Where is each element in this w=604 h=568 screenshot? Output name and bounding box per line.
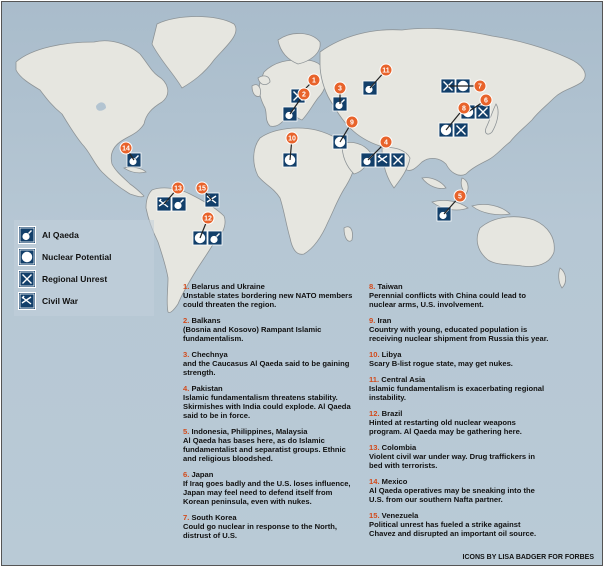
note-title-text: Balkans <box>189 316 221 325</box>
note-item <box>183 384 358 420</box>
note-item <box>369 375 549 402</box>
note-body: If Iraq goes badly and the U.S. loses influence, Japan may feel need to defend itself from Korean peninsula, even with nukes. <box>183 479 351 506</box>
note-number: 11. <box>369 375 380 384</box>
note-title-text: Chechnya <box>189 350 228 359</box>
note-title-text: Mexico <box>379 477 408 486</box>
legend <box>14 220 154 316</box>
legend-label: Civil War <box>42 296 79 306</box>
marker-number: 9 <box>350 119 354 127</box>
nuclear-icon <box>18 248 36 266</box>
note-item <box>369 316 549 343</box>
note-number: 15. <box>369 511 380 520</box>
note-number: 2. <box>183 316 190 325</box>
note-title-text: Indonesia, Philippines, Malaysia <box>189 427 308 436</box>
note-number: 4. <box>183 384 190 393</box>
regional-unrest-icon <box>18 270 36 288</box>
marker-number: 3 <box>338 85 342 93</box>
note-title-text: Colombia <box>379 443 417 452</box>
legend-label: Al Qaeda <box>42 230 79 240</box>
note-title-text: Iran <box>375 316 392 325</box>
note-number: 1. <box>183 282 190 291</box>
note-body: Political unrest has fueled a strike against Chavez and disrupted an important oil source. <box>369 520 537 538</box>
note-title <box>183 282 358 291</box>
legend-label: Regional Unrest <box>42 274 108 284</box>
note-item <box>369 443 549 470</box>
note-item <box>183 427 358 463</box>
note-title <box>183 470 358 479</box>
note-number: 9. <box>369 316 376 325</box>
note-body: and the Caucasus Al Qaeda said to be gaining strength. <box>183 359 350 377</box>
marker-number: 14 <box>122 145 130 153</box>
note-title <box>369 350 549 359</box>
note-title <box>183 350 358 359</box>
map-marker <box>120 142 141 167</box>
al-qaeda-icon <box>208 231 222 245</box>
note-number: 7. <box>183 513 190 522</box>
note-title <box>369 511 549 520</box>
note-item <box>369 511 549 538</box>
al-qaeda-icon <box>18 226 36 244</box>
marker-number: 4 <box>384 139 388 147</box>
map-frame <box>1 1 603 566</box>
marker-number: 10 <box>288 135 296 143</box>
note-number: 5. <box>183 427 190 436</box>
note-item <box>183 350 358 377</box>
credit-line: ICONS BY LISA BADGER FOR FORBES <box>462 554 594 561</box>
note-item <box>183 282 358 309</box>
note-item <box>369 350 549 368</box>
map-marker <box>441 79 486 93</box>
note-title-text: Central Asia <box>379 375 426 384</box>
note-title-text: Pakistan <box>189 384 223 393</box>
marker-number: 11 <box>382 67 390 75</box>
legend-item <box>18 246 150 268</box>
legend-label: Nuclear Potential <box>42 252 112 262</box>
note-item <box>183 513 358 540</box>
note-title-text: Taiwan <box>375 282 403 291</box>
marker-number: 12 <box>204 215 212 223</box>
note-title <box>369 282 549 291</box>
note-number: 13. <box>369 443 380 452</box>
legend-item <box>18 290 150 312</box>
marker-number: 8 <box>462 105 466 113</box>
civil-war-icon <box>18 292 36 310</box>
marker-number: 7 <box>478 83 482 91</box>
note-item <box>369 409 549 436</box>
note-number: 10. <box>369 350 380 359</box>
al-qaeda-icon <box>172 197 186 211</box>
note-body: Could go nuclear in response to the North, distrust of U.S. <box>183 522 337 540</box>
note-body: Al Qaeda has bases here, as do Islamic fundamentalist and separatist groups. Ethnic and religious bloodshed. <box>183 436 346 463</box>
australia-landmass <box>477 217 554 267</box>
note-title <box>369 316 549 325</box>
civil-war-icon <box>376 153 390 167</box>
note-body: Al Qaeda operatives may be sneaking into the U.S. from our southern Nafta partner. <box>369 486 535 504</box>
marker-number: 13 <box>174 185 182 193</box>
marker-number: 5 <box>458 193 462 201</box>
note-title <box>183 513 358 522</box>
note-body: (Bosnia and Kosovo) Rampant Islamic fundamentalism. <box>183 325 322 343</box>
note-title-text: Belarus and Ukraine <box>189 282 265 291</box>
north-america-landmass <box>16 41 168 197</box>
marker-number: 15 <box>198 185 206 193</box>
note-body: Country with young, educated population is receiving nuclear shipment from Russia this year. <box>369 325 549 343</box>
note-body: Islamic fundamentalism is exacerbating regional instability. <box>369 384 545 402</box>
note-title <box>183 427 358 436</box>
note-title <box>369 443 549 452</box>
note-number: 6. <box>183 470 190 479</box>
note-number: 8. <box>369 282 376 291</box>
note-number: 3. <box>183 350 190 359</box>
note-body: Perennial conflicts with China could lead to nuclear arms, U.S. involvement. <box>369 291 526 309</box>
legend-item <box>18 224 150 246</box>
note-item <box>369 477 549 504</box>
legend-item <box>18 268 150 290</box>
note-body: Violent civil war under way. Drug traffickers in bed with terrorists. <box>369 452 535 470</box>
note-number: 14. <box>369 477 380 486</box>
note-title <box>183 316 358 325</box>
notes-left-column <box>183 282 358 547</box>
note-title <box>183 384 358 393</box>
note-title-text: South Korea <box>189 513 237 522</box>
note-title <box>369 375 549 384</box>
note-title <box>369 409 549 418</box>
note-item <box>369 282 549 309</box>
regional-unrest-icon <box>454 123 468 137</box>
notes-right-column <box>369 282 549 545</box>
note-title-text: Libya <box>379 350 402 359</box>
note-body: Unstable states bordering new NATO members could threaten the region. <box>183 291 353 309</box>
note-item <box>183 470 358 506</box>
marker-number: 1 <box>312 77 316 85</box>
note-body: Hinted at restarting old nuclear weapons program. Al Qaeda may be gathering here. <box>369 418 522 436</box>
note-title <box>369 477 549 486</box>
note-body: Scary B-list rogue state, may get nukes. <box>369 359 513 368</box>
note-title-text: Venezuela <box>379 511 419 520</box>
note-title-text: Brazil <box>379 409 403 418</box>
regional-unrest-icon <box>391 153 405 167</box>
note-body: Islamic fundamentalism threatens stability. Skirmishes with India could explode. Al Qaeda said to be in force. <box>183 393 351 420</box>
marker-number: 6 <box>484 97 488 105</box>
marker-number: 2 <box>302 91 306 99</box>
note-number: 12. <box>369 409 380 418</box>
note-item <box>183 316 358 343</box>
greenland-landmass <box>152 17 236 89</box>
note-title-text: Japan <box>189 470 214 479</box>
regional-unrest-icon <box>476 105 490 119</box>
